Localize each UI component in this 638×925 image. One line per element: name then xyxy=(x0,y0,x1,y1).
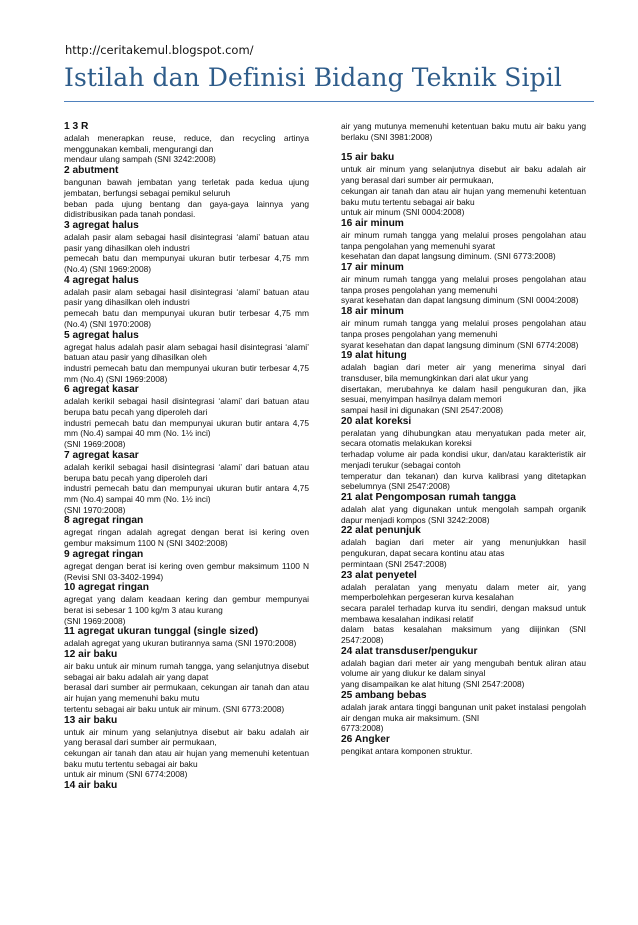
glossary-entry xyxy=(341,306,586,350)
right-column xyxy=(341,121,586,757)
entry-term: 10 agregat ringan xyxy=(64,582,149,594)
entry-definition xyxy=(341,537,586,569)
entry-definition xyxy=(341,582,586,646)
definition-line: adalah bagian dari meter air yang menerima sinyal dari transduser, bila memungkinkan dari alat ukur yang xyxy=(341,362,586,383)
entry-term: 1 3 R xyxy=(64,121,89,132)
entry-term: 13 air baku xyxy=(64,714,118,726)
definition-line: adalah bagian dari meter air yang menunjukkan hasil pengukuran, dapat secara kontinu atau atas xyxy=(341,537,586,559)
definition-line: industri pemecah batu dan mempunyai ukuran butir terbesar 4,75 mm (No.4) (SNI 1969:2008) xyxy=(64,362,309,384)
glossary-entry xyxy=(64,330,309,385)
definition-line: agregat ringan adalah agregat dengan berat isi kering oven gembur maksimum 1100 N (SNI 3402:2008) xyxy=(64,527,309,549)
definition-line: agregat dengan berat isi kering oven gembur maksimum 1100 N (Revisi SNI 03-3402-1994) xyxy=(64,560,309,582)
definition-line: adalah kerikil sebagai hasil disintegrasi ‘alami’ dari batuan atau berupa batu pecah yang diperoleh dari xyxy=(64,461,309,483)
definition-line: pemecah batu dan mempunyai ukuran butir terbesar 4,75 mm (No.4) (SNI 1969:2008) xyxy=(64,253,309,275)
glossary-entry xyxy=(341,525,586,569)
entry-definition xyxy=(341,121,586,142)
glossary-entry xyxy=(64,275,309,330)
entry-term: 7 agregat kasar xyxy=(64,449,139,461)
entry-definition xyxy=(341,318,586,350)
glossary-entry xyxy=(341,646,586,690)
glossary-entry xyxy=(64,549,309,582)
entry-definition xyxy=(64,661,309,715)
glossary-entry xyxy=(341,570,586,646)
glossary-entry xyxy=(64,165,309,220)
entry-term: 16 air minum xyxy=(341,217,404,229)
definition-line: air minum rumah tangga yang melalui proses pengolahan atau tanpa proses pengolahan yang memenuhi xyxy=(341,274,586,295)
page-title: Istilah dan Definisi Bidang Teknik Sipil xyxy=(64,63,562,92)
entry-term: 18 air minum xyxy=(341,306,404,318)
definition-line: pemecah batu dan mempunyai ukuran butir terbesar 4,75 mm (No.4) (SNI 1970:2008) xyxy=(64,308,309,329)
definition-line: terhadap volume air pada kondisi ukur, dan/atau karakteristik air menjadi terukur (sebagai contoh xyxy=(341,449,586,470)
definition-line: adalah kerikil sebagai hasil disintegrasi ‘alami’ dari batuan atau berupa batu pecah yang diperoleh dari xyxy=(64,396,309,418)
glossary-entry xyxy=(341,734,586,757)
definition-line: beban pada ujung bentang dan gaya-gaya lainnya yang didistribusikan pada tanah pondasi. xyxy=(64,198,309,220)
definition-line: permintaan (SNI 2547:2008) xyxy=(341,558,447,569)
definition-line: kesehatan dan dapat langsung diminum. (SNI 6773:2008) xyxy=(341,251,556,262)
entry-term: 26 Angker xyxy=(341,733,390,745)
definition-line: mendaur ulang sampah (SNI 3242:2008) xyxy=(64,154,216,165)
glossary-entry xyxy=(341,350,586,416)
left-column xyxy=(64,121,309,792)
definition-line: adalah pasir alam sebagai hasil disintegrasi ‘alami’ batuan atau pasir yang dihasilkan oleh industri xyxy=(64,286,309,308)
entry-term: 19 alat hitung xyxy=(341,350,407,362)
entry-term: 6 agregat kasar xyxy=(64,384,139,396)
entry-term: 3 agregat halus xyxy=(64,219,139,231)
entry-term: 23 alat penyetel xyxy=(341,569,417,581)
glossary-entry xyxy=(64,715,309,781)
glossary-entry xyxy=(64,121,309,165)
definition-line: air yang mutunya memenuhi ketentuan baku mutu air baku yang berlaku (SNI 3981:2008) xyxy=(341,121,586,142)
definition-line: air minum rumah tangga yang melalui proses pengolahan atau tanpa proses pengolahan yang memenuhi xyxy=(341,318,586,339)
definition-line: peralatan yang dihubungkan atau menyatukan pada meter air, secara otomatis melakukan koreksi xyxy=(341,427,586,449)
entry-definition xyxy=(341,428,586,492)
definition-line: bangunan bawah jembatan yang terletak pada kedua ujung jembatan, berfungsi sebagai pemikul seluruh xyxy=(64,177,309,198)
entry-definition xyxy=(64,561,309,582)
glossary-entry xyxy=(341,121,586,142)
entry-term: 9 agregat ringan xyxy=(64,548,144,560)
entry-term: 5 agregat halus xyxy=(64,329,139,341)
entry-definition xyxy=(64,287,309,330)
definition-line: (SNI 1969:2008) xyxy=(64,615,126,626)
glossary-entry xyxy=(64,450,309,516)
entry-term: 15 air baku xyxy=(341,152,395,164)
entry-definition xyxy=(341,230,586,262)
entry-definition xyxy=(64,342,309,385)
entry-definition xyxy=(64,396,309,450)
entry-definition xyxy=(64,594,309,626)
definition-line: air baku untuk air minum rumah tangga, yang selanjutnya disebut sebagai air baku adalah air yang dapat xyxy=(64,661,309,682)
definition-line: untuk air minum yang selanjutnya disebut air baku adalah air yang berasal dari sumber air permukaan, xyxy=(341,164,586,186)
definition-line: untuk air minum yang selanjutnya disebut air baku adalah air yang berasal dari sumber air permukaan, xyxy=(64,726,309,748)
glossary-entry xyxy=(64,515,309,548)
entry-definition xyxy=(341,702,586,734)
definition-line: adalah jarak antara tinggi bangunan unit paket instalasi pengolah air dengan muka air maksimum. (SNI xyxy=(341,701,586,723)
entry-definition xyxy=(341,504,586,525)
entry-definition xyxy=(64,133,309,165)
entry-definition xyxy=(64,638,309,649)
entry-definition xyxy=(64,462,309,516)
spacer xyxy=(341,142,586,152)
definition-line: untuk air minum (SNI 0004:2008) xyxy=(341,207,465,218)
glossary-entry xyxy=(64,384,309,450)
definition-line: agregat halus adalah pasir alam sebagai hasil disintegrasi ‘alami’ batuan atau pasir yang dihasilkan oleh xyxy=(64,341,309,363)
glossary-entry xyxy=(341,492,586,525)
definition-line: temperatur dan tekanan) dan kurva kalibrasi yang ditetapkan sebelumnya (SNI 2547:2008) xyxy=(341,470,586,492)
definition-line: industri pemecah batu dan mempunyai ukuran butir antara 4,75 mm (No.4) sampai 40 mm (No. 1½ inci) xyxy=(64,417,309,439)
entry-term: 22 alat penunjuk xyxy=(341,525,421,537)
entry-definition xyxy=(64,727,309,781)
entry-definition xyxy=(341,362,586,416)
entry-term: 21 alat Pengomposan rumah tangga xyxy=(341,491,516,503)
definition-line: yang disampaikan ke alat hitung (SNI 2547:2008) xyxy=(341,679,525,690)
entry-term: 25 ambang bebas xyxy=(341,689,427,701)
glossary-entry xyxy=(64,780,309,792)
entry-term: 20 alat koreksi xyxy=(341,415,412,427)
glossary-entry xyxy=(341,416,586,492)
entry-term: 4 agregat halus xyxy=(64,274,139,286)
entry-definition xyxy=(64,232,309,275)
definition-line: adalah bagian dari meter air yang mengubah bentuk aliran atau volume air yang diukur ke dalam sinyal xyxy=(341,657,586,679)
definition-line: 6773:2008) xyxy=(341,723,384,734)
entry-term: 17 air minum xyxy=(341,262,404,274)
definition-line: tertentu sebagai air baku untuk air minum. (SNI 6773:2008) xyxy=(64,703,285,714)
entry-definition xyxy=(341,746,586,757)
entry-definition xyxy=(341,164,586,218)
definition-line: sampai hasil ini digunakan (SNI 2547:2008) xyxy=(341,405,504,416)
definition-line: adalah pasir alam sebagai hasil disintegrasi ‘alami’ batuan atau pasir yang dihasilkan oleh industri xyxy=(64,231,309,253)
definition-line: dalam batas kesalahan maksimum yang diijinkan (SNI 2547:2008) xyxy=(341,624,586,646)
entry-term: 12 air baku xyxy=(64,649,118,661)
entry-definition xyxy=(64,177,309,220)
definition-line: berasal dari sumber air permukaan, cekungan air tanah dan atau air hujan yang memenuhi baku mutu xyxy=(64,682,309,704)
entry-term: 14 air baku xyxy=(64,780,118,792)
source-url: http://ceritakemul.blogspot.com/ xyxy=(65,43,254,57)
definition-line: cekungan air tanah dan atau air hujan yang memenuhi ketentuan baku mutu tertentu sebagai air baku xyxy=(64,747,309,769)
definition-line: untuk air minum (SNI 6774:2008) xyxy=(64,769,188,780)
definition-line: pengikat antara komponen struktur. xyxy=(341,745,473,756)
definition-line: syarat kesehatan dan dapat langsung diminum (SNI 0004:2008) xyxy=(341,295,579,306)
glossary-entry xyxy=(341,690,586,734)
glossary-entry xyxy=(64,220,309,275)
definition-line: (SNI 1969:2008) xyxy=(64,439,126,450)
entry-term: 11 agregat ukuran tunggal (single sized) xyxy=(64,626,259,638)
entry-definition xyxy=(341,658,586,690)
definition-line: syarat kesehatan dan dapat langsung diminum (SNI 6774:2008) xyxy=(341,339,579,350)
glossary-entry xyxy=(64,582,309,626)
glossary-entry xyxy=(341,262,586,306)
definition-line: adalah peralatan yang menyatu dalam meter air, yang memperbolehkan pergeseran kurva kesalahan xyxy=(341,581,586,603)
title-underline xyxy=(64,101,594,102)
definition-line: secara paralel terhadap kurva itu sendiri, dengan maksud untuk membawa kesalahan indikasi relatif xyxy=(341,602,586,624)
definition-line: adalah menerapkan reuse, reduce, dan recycling artinya menggunakan kembali, mengurangi dan xyxy=(64,133,309,154)
definition-line: agregat yang dalam keadaan kering dan gembur mempunyai berat isi sebesar 1 100 kg/m 3 atau kurang xyxy=(64,594,309,615)
glossary-entry xyxy=(341,152,586,218)
definition-line: (SNI 1970:2008) xyxy=(64,504,126,515)
definition-line: disertakan, merubahnya ke dalam hasil pengukuran dan, jika sesuai, menyimpan hasilnya dalam memori xyxy=(341,383,586,405)
entry-term: 24 alat transduser/pengukur xyxy=(341,645,478,657)
entry-term: 2 abutment xyxy=(64,165,119,177)
entry-definition xyxy=(64,527,309,548)
definition-line: adalah agregat yang ukuran butirannya sama (SNI 1970:2008) xyxy=(64,638,297,649)
glossary-entry xyxy=(341,218,586,262)
definition-line: cekungan air tanah dan atau air hujan yang memenuhi ketentuan baku mutu tertentu sebagai air baku xyxy=(341,185,586,207)
entry-term: 8 agregat ringan xyxy=(64,515,144,527)
definition-line: air minum rumah tangga yang melalui proses pengolahan atau tanpa pengolahan yang memenuhi syarat xyxy=(341,229,586,251)
definition-line: industri pemecah batu dan mempunyai ukuran butir antara 4,75 mm (No.4) sampai 40 mm (No. 1½ inci) xyxy=(64,483,309,504)
definition-line: adalah alat yang digunakan untuk mengolah sampah organik dapur menjadi kompos (SNI 3242:2008) xyxy=(341,503,586,525)
glossary-entry xyxy=(64,626,309,649)
entry-definition xyxy=(341,274,586,306)
glossary-entry xyxy=(64,649,309,715)
